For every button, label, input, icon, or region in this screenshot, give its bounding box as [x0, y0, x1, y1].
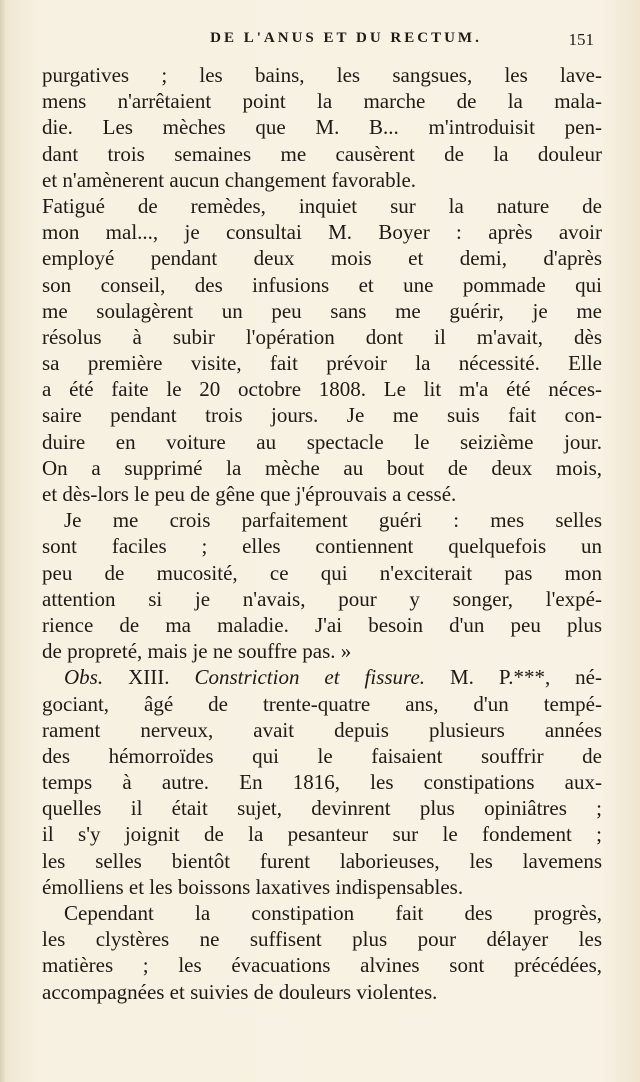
text-line: Cependant la constipation fait des progrès,	[64, 901, 602, 925]
text-line: il s'y joignit de la pesanteur sur le fondement ;	[42, 822, 602, 847]
page-gutter-shadow	[0, 0, 6, 1082]
text-line: rience de ma maladie. J'ai besoin d'un peu plus	[42, 612, 602, 637]
text-line: accompagnées et suivies de douleurs violentes.	[42, 979, 438, 1004]
text-line: duire en voiture au spectacle le seizième jour.	[42, 429, 602, 454]
text-line: résolus à subir l'opération dont il m'avait, dès	[42, 324, 602, 349]
text-line: a été faite le 20 octobre 1808. Le lit m'a été néces-	[42, 377, 602, 402]
text-line: rament nerveux, avait depuis plusieurs années	[42, 717, 602, 742]
body-text	[42, 62, 602, 1005]
obs-label: Obs.	[64, 665, 104, 690]
text-line: émolliens et les boissons laxatives indispensables.	[42, 874, 464, 899]
text-line: On a supprimé la mèche au bout de deux mois,	[42, 455, 602, 480]
text-line: saire pendant trois jours. Je me suis fait con-	[42, 403, 602, 428]
text-line: les selles bientôt furent laborieuses, les lavemens	[42, 848, 602, 873]
text-line: Fatigué de remèdes, inquiet sur la nature de	[42, 193, 602, 218]
text-line: mens n'arrêtaient point la marche de la mala-	[42, 89, 602, 114]
text-line: des hémorroïdes qui le faisaient souffrir de	[42, 743, 602, 768]
text-line: quelles il était sujet, devinrent plus opiniâtres ;	[42, 796, 602, 821]
text-line: de propreté, mais je ne souffre pas. »	[42, 639, 352, 664]
text-line: et dès-lors le peu de gêne que j'éprouvais a cessé.	[42, 482, 457, 506]
text-line: dant trois semaines me causèrent de la douleur	[42, 141, 602, 166]
text-line: gociant, âgé de trente-quatre ans, d'un tempé-	[42, 691, 602, 716]
text-line: attention si je n'avais, pour y songer, l'expé-	[42, 586, 602, 611]
text-line: die. Les mèches que M. B... m'introduisit pen-	[42, 115, 602, 140]
text-line: Je me crois parfaitement guéri : mes selles	[64, 508, 602, 533]
observation-heading-line	[42, 664, 602, 690]
text-line: son conseil, des infusions et une pommade qui	[42, 272, 602, 297]
running-title: DE L'ANUS ET DU RECTUM.	[210, 30, 482, 46]
text-line: sa première visite, fait prévoir la nécessité. Elle	[42, 351, 602, 376]
obs-number: XIII.	[128, 665, 170, 690]
text-line: employé pendant deux mois et demi, d'après	[42, 246, 602, 271]
text-line: les clystères ne suffisent plus pour délayer les	[42, 927, 602, 952]
text-line: peu de mucosité, ce qui n'exciterait pas mon	[42, 560, 602, 585]
text-line: mon mal..., je consultai M. Boyer : après avoir	[42, 220, 602, 245]
text-line: et n'amènerent aucun changement favorable.	[42, 167, 417, 192]
text-line: matières ; les évacuations alvines sont précédées,	[42, 953, 602, 978]
page-number: 151	[568, 30, 594, 49]
text-line: purgatives ; les bains, les sangsues, les lave-	[42, 63, 602, 87]
page-header	[98, 30, 594, 56]
text-line: me soulagèrent un peu sans me guérir, je me	[42, 298, 602, 323]
obs-title: Constriction et fissure.	[194, 665, 426, 690]
obs-rest: M. P.***, né-	[425, 665, 602, 690]
text-line: temps à autre. En 1816, les constipations aux-	[42, 770, 602, 795]
text-line: sont faciles ; elles contiennent quelquefois un	[42, 534, 602, 559]
